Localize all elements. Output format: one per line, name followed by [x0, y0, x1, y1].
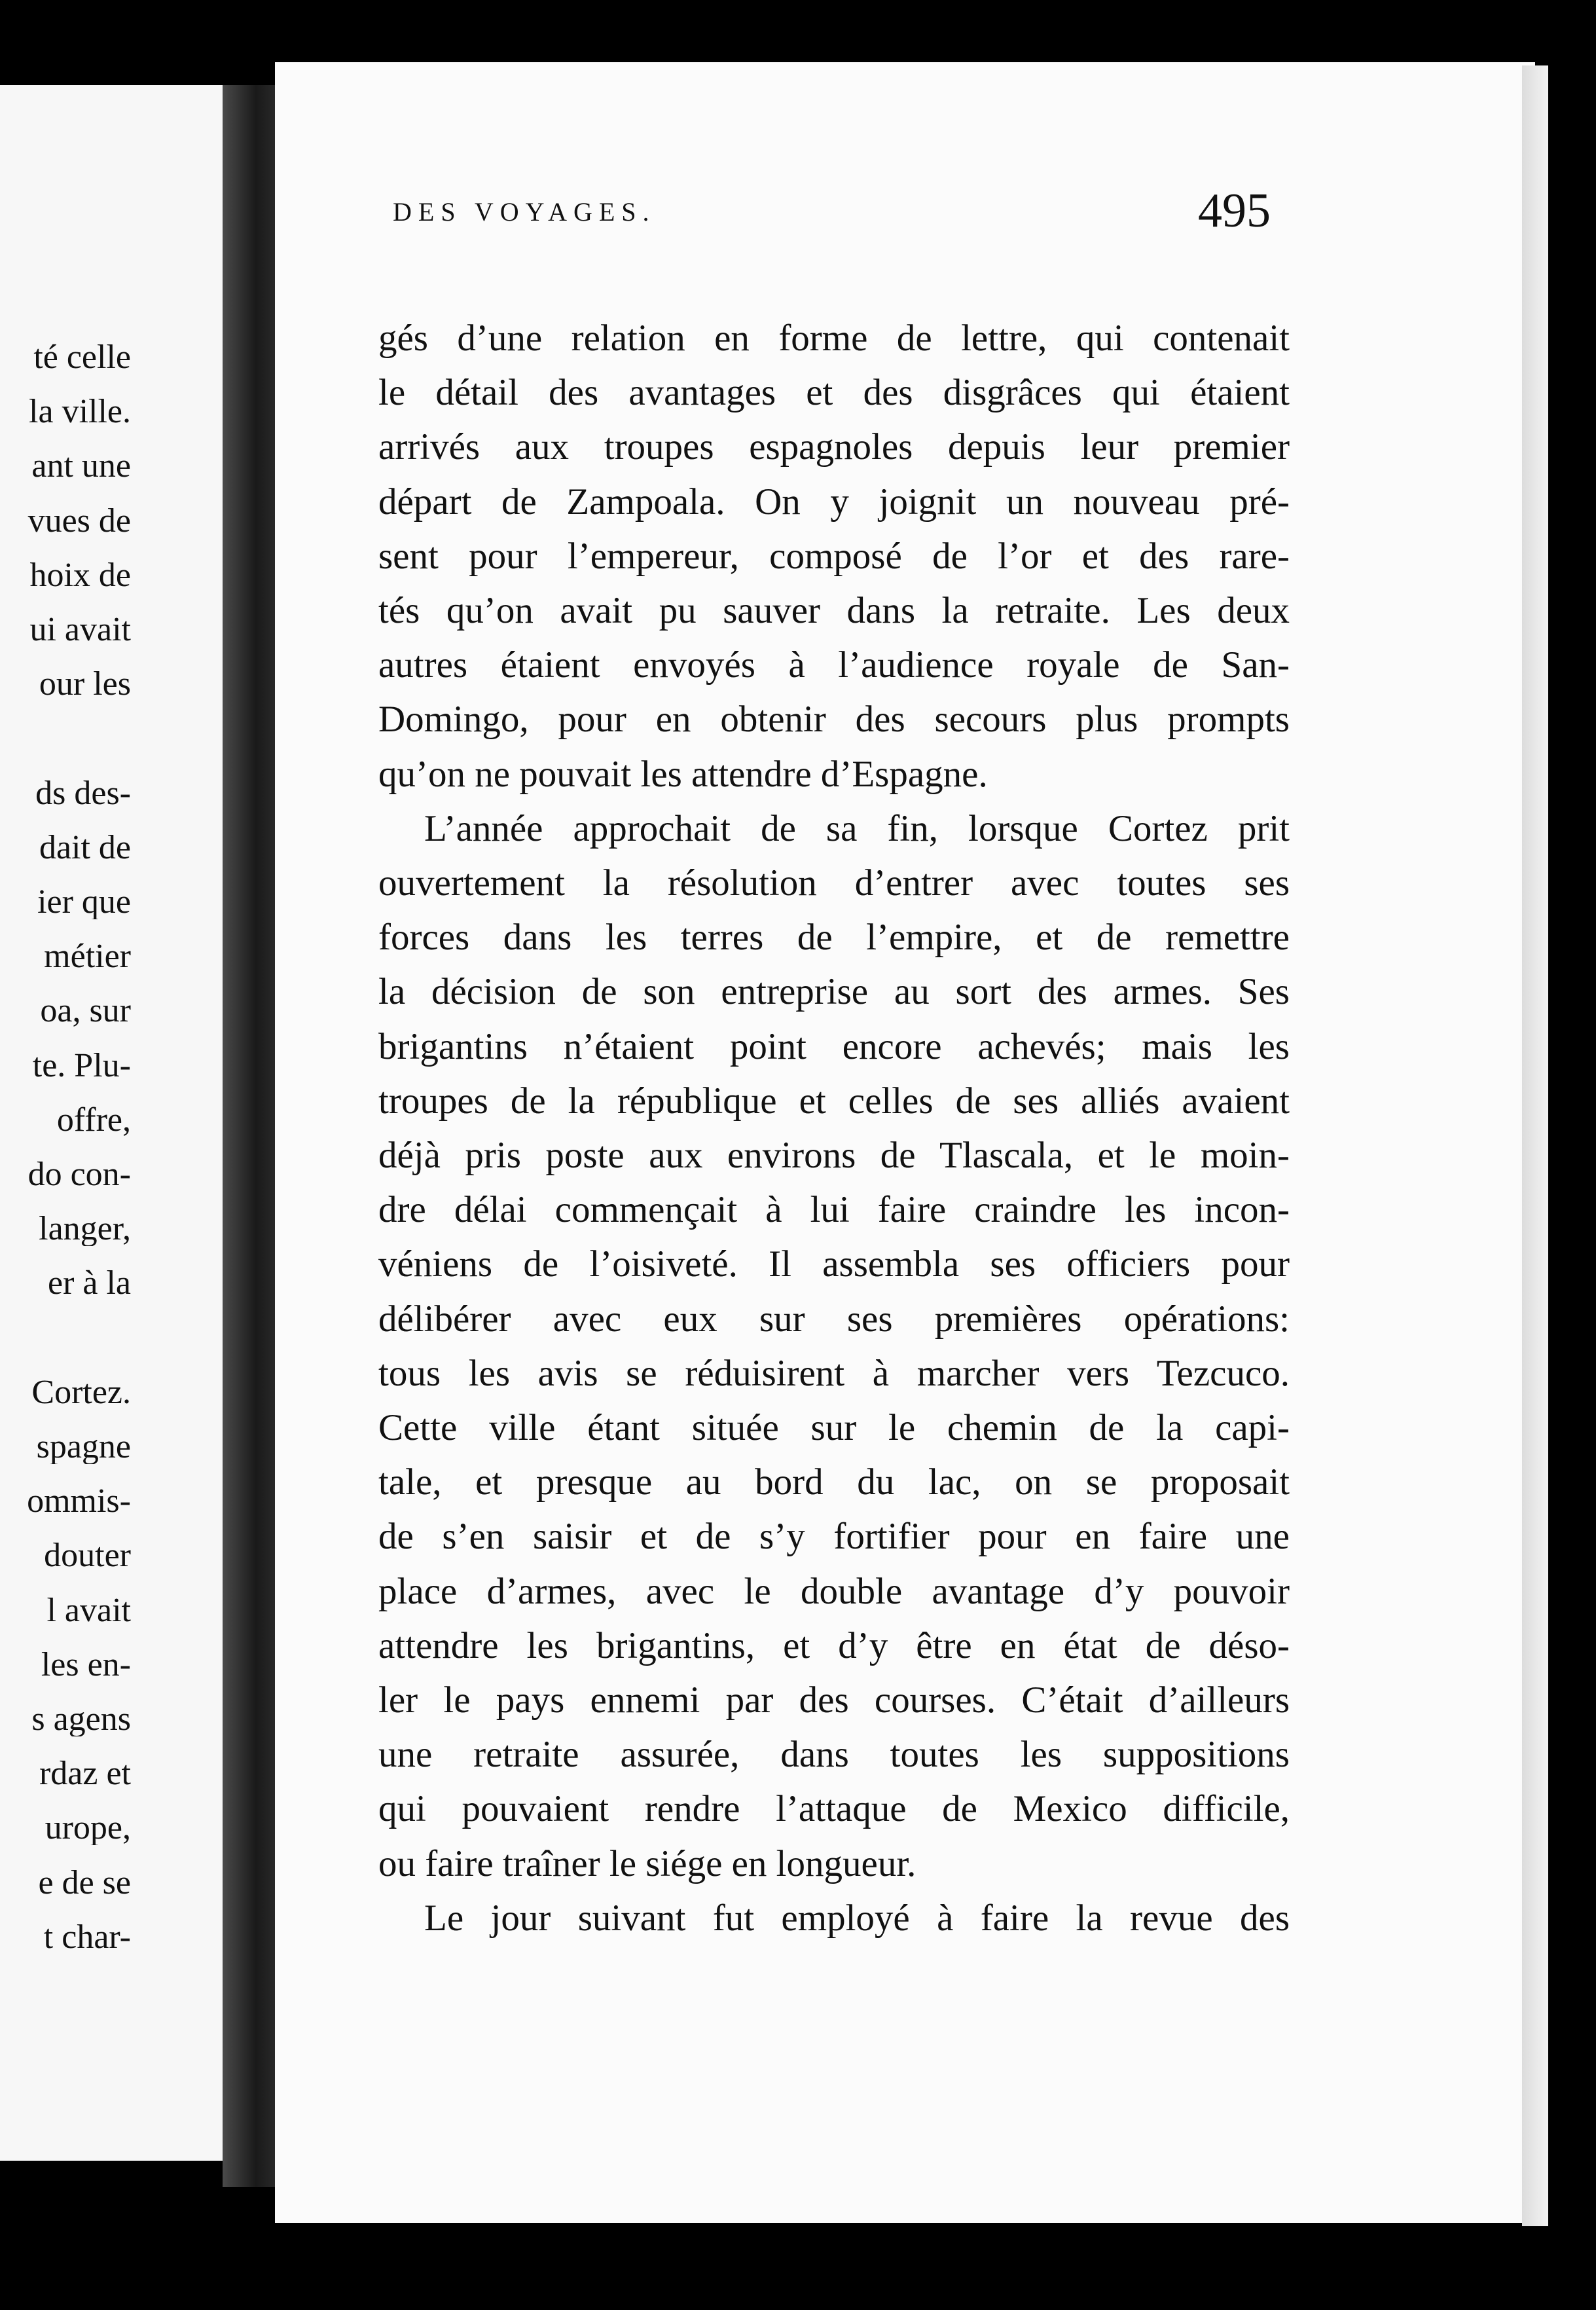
left-page-line: Cortez.: [31, 1375, 131, 1410]
left-page-line: our les: [39, 667, 131, 702]
text-line: place d’armes, avec le double avantage d’y pouvoir: [378, 1570, 1290, 1612]
page-number: 495: [1198, 184, 1271, 238]
text-line: sent pour l’empereur, composé de l’or et des rare-: [378, 535, 1290, 577]
left-page-line: té celle: [33, 340, 131, 375]
text-line: une retraite assurée, dans toutes les suppositions: [378, 1734, 1290, 1776]
left-page-line: ier que: [37, 885, 131, 919]
text-line: de s’en saisir et de s’y fortifier pour en faire une: [378, 1516, 1290, 1558]
text-line: arrivés aux troupes espagnoles depuis leur premier: [378, 426, 1290, 468]
text-line: tale, et presque au bord du lac, on se proposait: [378, 1461, 1290, 1503]
left-page-line: les en-: [41, 1647, 131, 1682]
text-line: ouvertement la résolution d’entrer avec toutes ses: [378, 862, 1290, 904]
left-page-line: ds des-: [35, 776, 131, 811]
left-page-line: ant une: [31, 449, 131, 484]
left-page-line: la ville.: [29, 395, 131, 430]
text-line: Cette ville étant située sur le chemin de la capi-: [378, 1407, 1290, 1448]
left-page-line: e de se: [38, 1865, 131, 1900]
text-line: départ de Zampoala. On y joignit un nouveau pré-: [378, 481, 1290, 522]
left-page-line: ui avait: [29, 613, 131, 647]
left-page-line: l avait: [46, 1593, 131, 1628]
left-page-line: oa, sur: [40, 994, 131, 1029]
left-page-line: spagne: [36, 1430, 131, 1464]
left-page-line: te. Plu-: [32, 1048, 131, 1083]
text-line: Le jour suivant fut employé à faire la revue des: [424, 1897, 1290, 1939]
text-line: qu’on ne pouvait les attendre d’Espagne.: [378, 753, 988, 795]
text-line: déjà pris poste aux environs de Tlascala, et le moin-: [378, 1135, 1290, 1176]
text-line: délibérer avec eux sur ses premières opérations:: [378, 1298, 1290, 1340]
text-line: Domingo, pour en obtenir des secours plus prompts: [378, 699, 1290, 741]
page-edge: [1522, 65, 1548, 2226]
text-line: L’année approchait de sa fin, lorsque Cortez prit: [424, 807, 1290, 849]
left-page-line: do con-: [27, 1158, 131, 1192]
text-line: la décision de son entreprise au sort des armes. Ses: [378, 971, 1290, 1013]
text-line: attendre les brigantins, et d’y être en état de déso-: [378, 1624, 1290, 1666]
text-line: le détail des avantages et des disgrâces qui étaient: [378, 372, 1290, 414]
text-line: véniens de l’oisiveté. Il assembla ses officiers pour: [378, 1243, 1290, 1285]
left-page-line: langer,: [39, 1212, 131, 1247]
running-head: DES VOYAGES.: [393, 197, 656, 227]
left-page-line: er à la: [47, 1266, 131, 1301]
text-line: gés d’une relation en forme de lettre, qui contenait: [378, 318, 1290, 359]
left-page-line: douter: [44, 1539, 131, 1573]
left-page-line: urope,: [45, 1811, 131, 1846]
text-line: tés qu’on avait pu sauver dans la retraite. Les deux: [378, 590, 1290, 631]
book-gutter: [223, 85, 278, 2187]
text-line: troupes de la république et celles de ses alliés avaient: [378, 1080, 1290, 1122]
left-page-line: dait de: [39, 830, 131, 865]
left-page-line: rdaz et: [39, 1757, 131, 1791]
left-page-line: offre,: [56, 1103, 131, 1137]
text-line: autres étaient envoyés à l’audience royale de San-: [378, 644, 1290, 686]
text-line: brigantins n’étaient point encore achevés; mais les: [378, 1025, 1290, 1067]
text-line: tous les avis se réduisirent à marcher vers Tezcuco.: [378, 1352, 1290, 1394]
left-page-line: t char-: [43, 1920, 131, 1954]
text-line: qui pouvaient rendre l’attaque de Mexico difficile,: [378, 1788, 1290, 1830]
left-page-line: s agens: [31, 1702, 131, 1736]
left-page-line: métier: [44, 940, 131, 974]
text-line: ou faire traîner le siége en longueur.: [378, 1842, 916, 1884]
left-page-line: vues de: [27, 504, 131, 538]
text-line: forces dans les terres de l’empire, et de remettre: [378, 917, 1290, 959]
left-page-line: hoix de: [29, 558, 131, 593]
text-line: dre délai commençait à lui faire craindre les incon-: [378, 1189, 1290, 1231]
text-line: ler le pays ennemi par des courses. C’était d’ailleurs: [378, 1679, 1290, 1721]
left-page-line: ommis-: [27, 1484, 131, 1519]
